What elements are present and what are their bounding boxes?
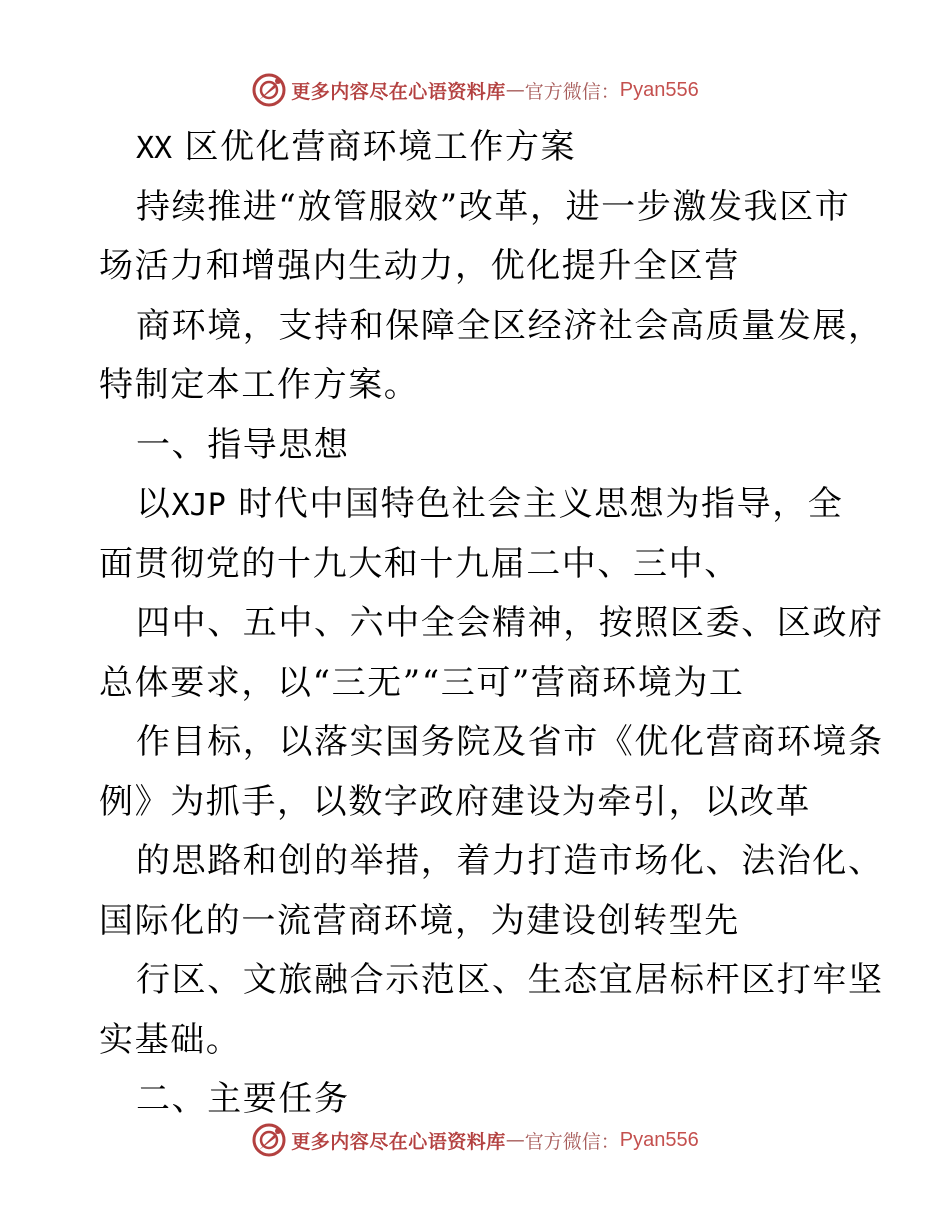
paragraph-line: 特制定本工作方案。 [99,365,420,405]
title-rest: 区优化营商环境工作方案 [172,127,577,167]
title-prefix: XX [136,131,173,166]
paragraph-line: 例》为抓手，以数字政府建设为牵引，以改革 [99,781,811,822]
banner-wechat-id: Pyan556 [619,1128,699,1151]
paragraph-line: 的思路和创的举措，着力打造市场化、法治化、 [136,841,884,881]
banner-dash: — [505,1129,525,1151]
paragraph-line: 总体要求，以“三无”“三可”营商环境为工 [99,662,745,703]
paragraph-line: 场活力和增强内生动力，优化提升全区营 [99,246,740,286]
paragraph-line: 实基础。 [99,1019,242,1060]
latin-abbreviation: XJP [171,488,226,523]
paragraph-line: 作目标，以落实国务院及省市《优化营商环境条 [136,722,884,762]
banner-brand-text: 更多内容尽在心语资料库 [291,1130,506,1153]
banner-wechat-label: 官方微信： [524,1130,620,1153]
paragraph-line: 行区、文旅融合示范区、生态宜居标杆区打牢坚 [136,960,884,1000]
section-heading-main-tasks: 二、主要任务 [136,1079,350,1119]
footer-watermark-banner [0,1120,950,1160]
text-fragment: 时代中国特色社会主义思想为指导，全 [225,484,844,524]
paragraph-line: 四中、五中、六中全会精神，按照区委、区政府 [136,603,884,643]
text-fragment: 以 [136,484,172,524]
banner-brand-text: 更多内容尽在心语资料库 [291,80,506,103]
header-watermark-banner [0,70,950,110]
brand-logo-icon [251,72,287,108]
paragraph-line: 面贯彻党的十九大和十九届二中、三中、 [99,543,740,584]
banner-dash: — [505,79,525,101]
paragraph-line [99,475,859,535]
paragraph-line: 国际化的一流营商环境，为建设创转型先 [99,900,740,941]
document-body [99,118,884,1130]
document-title [99,118,859,178]
paragraph-line: 商环境，支持和保障全区经济社会高质量发展， [136,305,884,346]
banner-wechat-label: 官方微信： [524,80,620,103]
brand-logo-icon [251,1122,287,1158]
section-heading-guiding-thought: 一、指导思想 [136,424,350,465]
banner-wechat-id: Pyan556 [619,78,699,101]
paragraph-line: 持续推进“放管服效”改革，进一步激发我区市 [136,186,851,227]
